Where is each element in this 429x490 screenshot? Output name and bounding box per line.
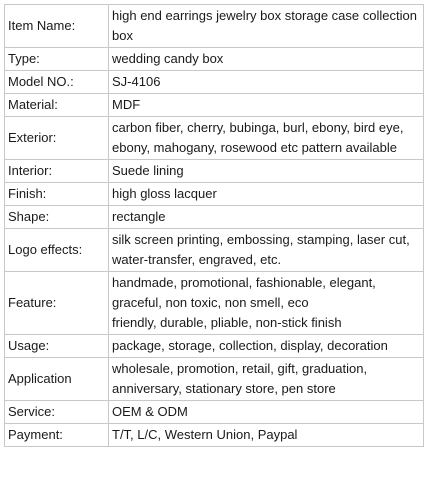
spec-label: Payment: [5,424,109,447]
spec-label: Finish: [5,183,109,206]
spec-row-item-name [5,5,424,48]
spec-label: Feature: [5,272,109,335]
spec-row-material [5,94,424,117]
spec-label: Exterior: [5,117,109,160]
spec-row-model-no [5,71,424,94]
spec-value: rectangle [109,206,424,229]
spec-row-shape [5,206,424,229]
spec-value: carbon fiber, cherry, bubinga, burl, ebony, bird eye, ebony, mahogany, rosewood etc pattern available [109,117,424,160]
spec-value: Suede lining [109,160,424,183]
spec-value: wedding candy box [109,48,424,71]
spec-value: T/T, L/C, Western Union, Paypal [109,424,424,447]
spec-row-usage [5,335,424,358]
spec-row-payment [5,424,424,447]
spec-label: Shape: [5,206,109,229]
spec-value: high gloss lacquer [109,183,424,206]
spec-value: MDF [109,94,424,117]
spec-row-exterior [5,117,424,160]
spec-row-interior [5,160,424,183]
spec-label: Item Name: [5,5,109,48]
spec-label: Logo effects: [5,229,109,272]
spec-value: OEM & ODM [109,401,424,424]
spec-row-service [5,401,424,424]
spec-value: silk screen printing, embossing, stamping, laser cut, water-transfer, engraved, etc. [109,229,424,272]
product-spec-table [4,4,424,447]
spec-label: Service: [5,401,109,424]
spec-value: SJ-4106 [109,71,424,94]
spec-value: wholesale, promotion, retail, gift, graduation, anniversary, stationary store, pen store [109,358,424,401]
spec-row-finish [5,183,424,206]
spec-label: Material: [5,94,109,117]
spec-label: Model NO.: [5,71,109,94]
spec-row-logo-effects [5,229,424,272]
spec-row-feature [5,272,424,335]
spec-row-type [5,48,424,71]
spec-label: Interior: [5,160,109,183]
spec-label: Type: [5,48,109,71]
spec-value: package, storage, collection, display, decoration [109,335,424,358]
spec-value: handmade, promotional, fashionable, elegant, graceful, non toxic, non smell, eco friendly, durable, pliable, non-stick finish [109,272,424,335]
spec-label: Application [5,358,109,401]
spec-row-application [5,358,424,401]
spec-label: Usage: [5,335,109,358]
spec-value: high end earrings jewelry box storage case collection box [109,5,424,48]
